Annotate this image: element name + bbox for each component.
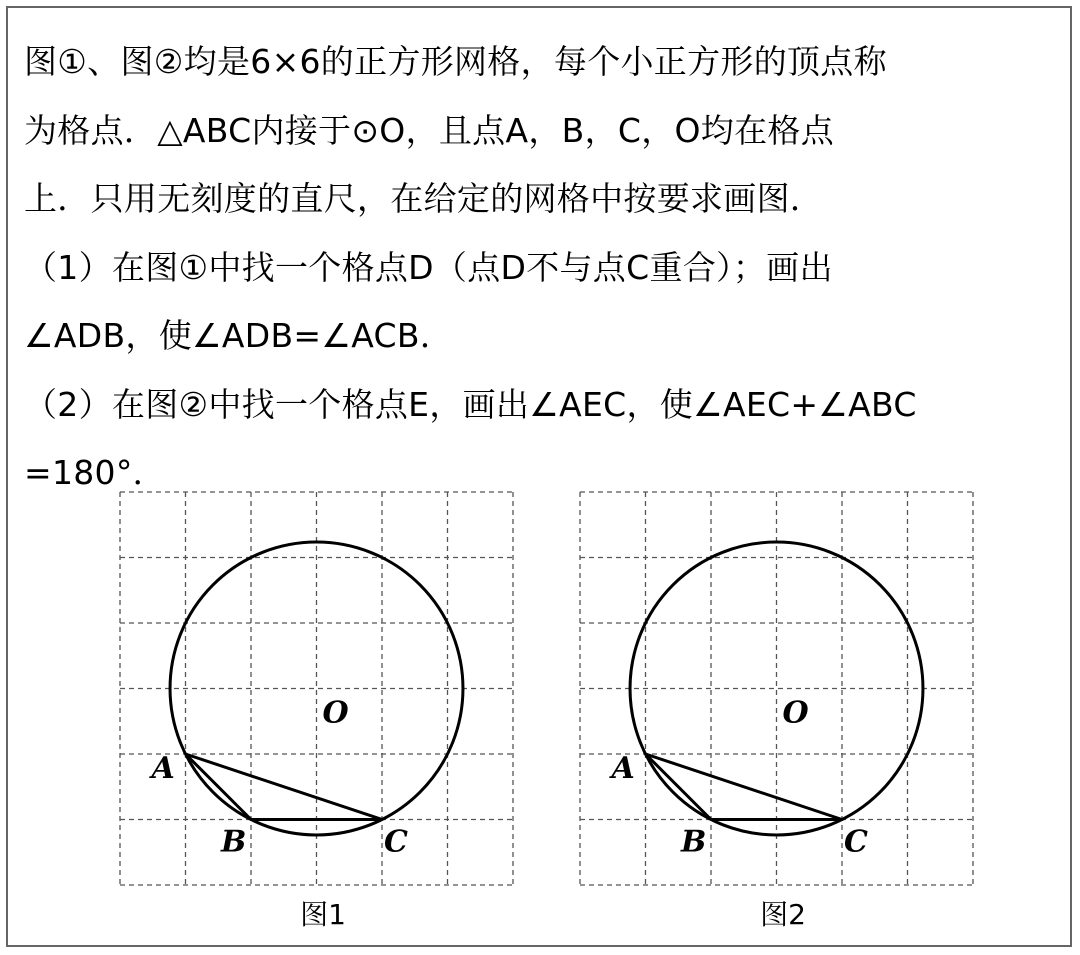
- point-label-b: B: [681, 824, 707, 860]
- problem-line-1: 图①、图②均是6×6的正方形网格，每个小正方形的顶点称: [24, 42, 887, 81]
- problem-line-2: 为格点．△ABC内接于⊙O，且点A，B，C，O均在格点: [24, 110, 835, 150]
- figure-2: [572, 488, 982, 928]
- point-label-o: O: [782, 695, 809, 731]
- point-label-o: O: [322, 695, 349, 731]
- problem-line-5: ∠ADB，使∠ADB=∠ACB．: [24, 316, 454, 355]
- triangle-abc: [646, 754, 843, 820]
- point-label-a: A: [151, 751, 175, 786]
- point-label-c: C: [844, 824, 868, 860]
- point-label-b: B: [221, 824, 247, 860]
- triangle-abc: [186, 754, 383, 820]
- point-label-c: C: [384, 824, 408, 860]
- figure-1-caption: 图1: [300, 898, 346, 931]
- figure-2-diagram: [572, 488, 982, 898]
- problem-statement: [24, 28, 1064, 508]
- problem-line-7: =180°．: [24, 453, 166, 492]
- figure-1: [112, 488, 522, 928]
- problem-line-6: （2）在图②中找一个格点E，画出∠AEC，使∠AEC+∠ABC: [24, 384, 917, 424]
- figure-1-diagram: [112, 488, 522, 898]
- problem-line-4: （1）在图①中找一个格点D（点D不与点C重合）；画出: [24, 247, 833, 287]
- point-label-a: A: [611, 751, 635, 786]
- figure-2-caption: 图2: [760, 898, 806, 931]
- problem-line-3: 上．只用无刻度的直尺，在给定的网格中按要求画图．: [24, 179, 824, 218]
